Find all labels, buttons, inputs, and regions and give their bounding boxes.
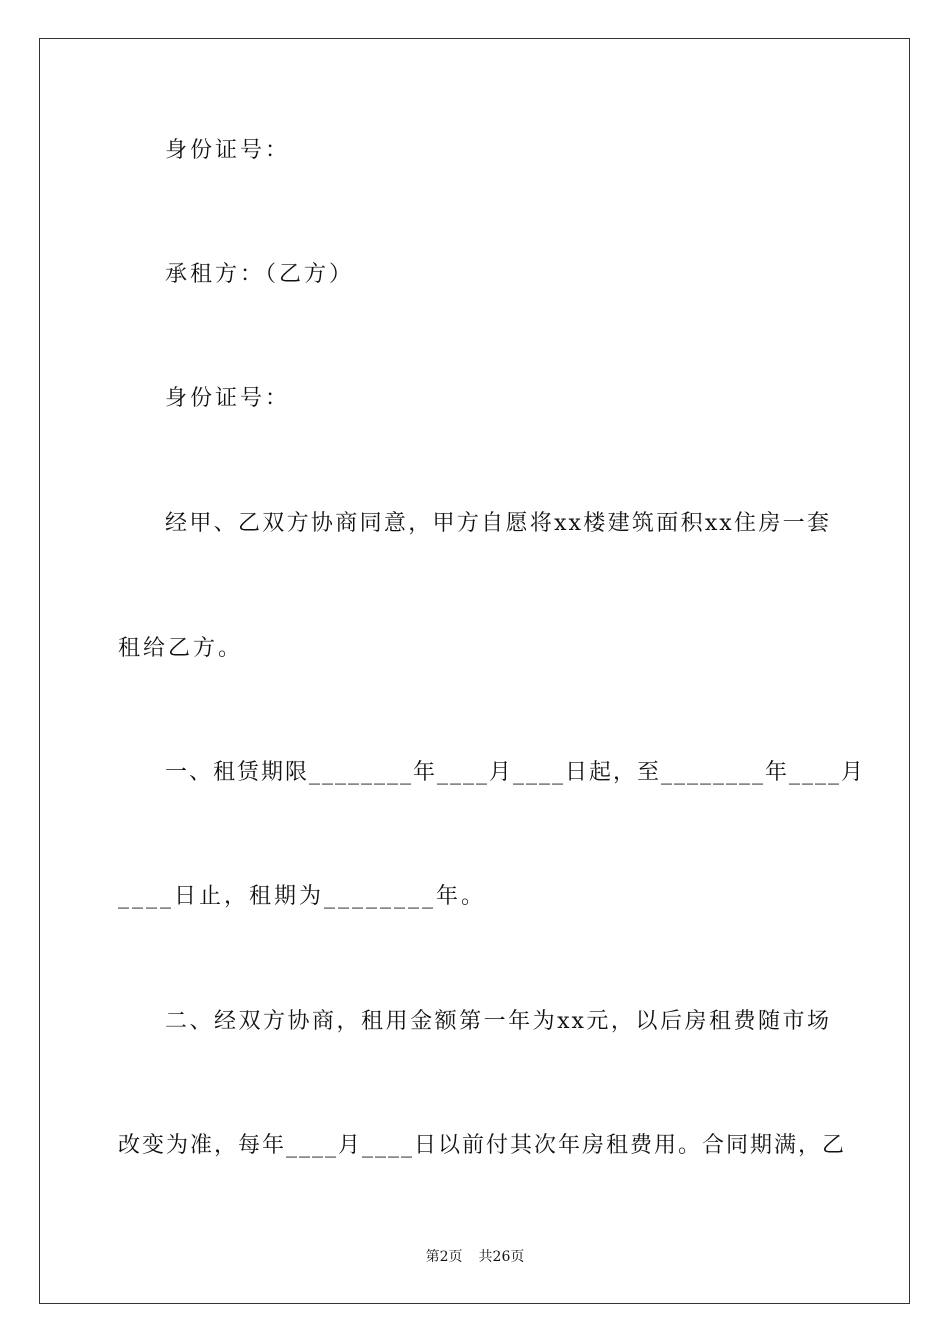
document-page bbox=[39, 38, 910, 1304]
id-number-line-1: 身份证号： bbox=[165, 138, 291, 163]
id-number-line-2: 身份证号： bbox=[165, 386, 291, 411]
paragraph-agreement-line-2: 租给乙方。 bbox=[118, 636, 244, 661]
clause-1-line-1: 一、租赁期限________年____月____日起，至________年____月 bbox=[165, 760, 866, 785]
page-total: 共26页 bbox=[478, 1249, 525, 1265]
clause-1-line-2: ____日止，租期为________年。 bbox=[118, 884, 487, 909]
lessee-line: 承租方：（乙方） bbox=[165, 262, 355, 287]
paragraph-agreement-line-1: 经甲、乙双方协商同意，甲方自愿将xx楼建筑面积xx住房一套 bbox=[165, 511, 831, 536]
page-number: 第2页 bbox=[425, 1249, 463, 1265]
page-footer bbox=[0, 1246, 950, 1266]
clause-2-line-1: 二、经双方协商，租用金额第一年为xx元，以后房租费随市场 bbox=[165, 1009, 831, 1034]
clause-2-line-2: 改变为准，每年____月____日以前付其次年房租费用。合同期满，乙 bbox=[118, 1133, 847, 1158]
